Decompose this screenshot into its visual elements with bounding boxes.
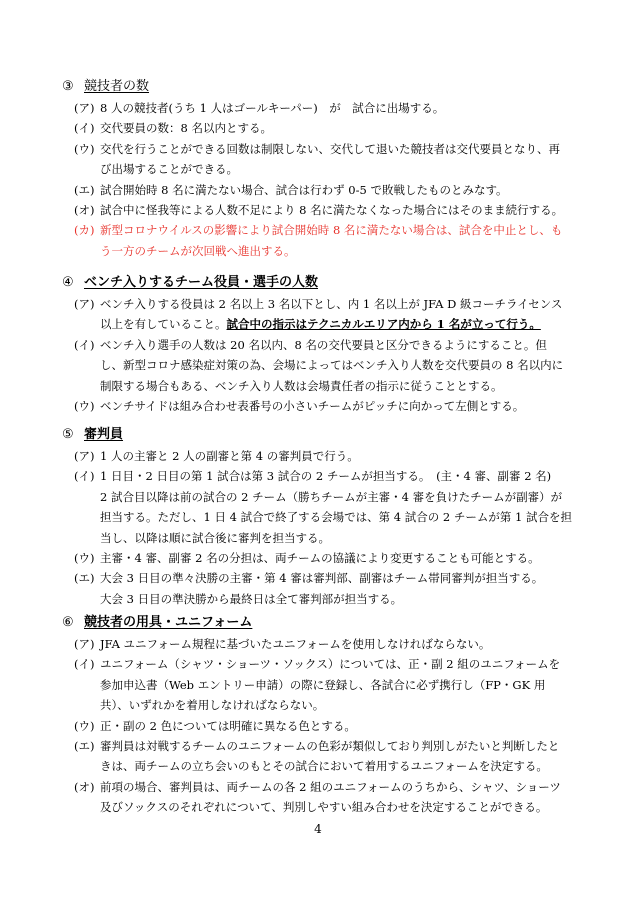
section-number: ⑤ <box>62 427 74 442</box>
list-item <box>74 118 602 138</box>
list-item <box>74 446 602 466</box>
item-text: 主審・4 審、副審 2 名の分担は、両チームの協議により変更することも可能とする。 <box>100 551 540 566</box>
page-number: 4 <box>314 822 322 836</box>
item-marker: (オ) <box>74 779 95 794</box>
item-text: ベンチ入りする役員は 2 名以上 3 名以下とし、内 1 名以上が JFA D 級コーチライセンス <box>100 297 563 311</box>
item-text: び出場することができる。 <box>100 162 238 177</box>
item-text: 共）、いずれかを着用しなければならない。 <box>100 698 325 713</box>
item-text: 制限する場合もある、ベンチ入り人数は会場責任者の指示に従うこととする。 <box>100 378 503 393</box>
list-item <box>74 548 602 568</box>
item-text: きは、両チームの立ち会いのもとその試合において着用するユニフォームを決定する。 <box>100 759 548 774</box>
list-item <box>74 200 602 220</box>
item-text: 試合開始時 8 名に満たない場合、試合は行わず 0-5 で敗戦したものとみなす。 <box>100 182 508 197</box>
list-item-covid-notice <box>74 220 602 261</box>
item-text: 担当する。ただし、1 日 4 試合で終了する会場では、第 4 試合の 2 チームが第 1 試合を担 <box>100 510 572 525</box>
item-text: 交代を行うことができる回数は制限しない、交代して退いた競技者は交代要員となり、再 <box>100 141 560 156</box>
item-marker: (ア) <box>74 297 95 311</box>
list-item <box>74 466 602 548</box>
item-marker: (ウ) <box>74 718 95 733</box>
section-number: ④ <box>62 275 74 290</box>
section-title: 競技者の用具・ユニフォーム <box>84 615 253 630</box>
section-title: ベンチ入りするチーム役員・選手の人数 <box>84 275 319 290</box>
item-text: 交代要員の数：8 名以内とする。 <box>100 121 272 136</box>
list-item <box>74 139 602 180</box>
section-heading <box>62 426 602 446</box>
item-marker: (イ) <box>74 337 95 352</box>
item-text: JFA ユニフォーム規程に基づいたユニフォームを使用しなければならない。 <box>100 637 491 651</box>
item-marker: (イ) <box>74 469 95 484</box>
item-marker: (ア) <box>74 101 95 115</box>
list-item <box>74 777 602 818</box>
item-marker: (ア) <box>74 637 95 651</box>
section-heading <box>62 274 602 294</box>
item-text: 正・副の 2 色については明確に異なる色とする。 <box>100 718 356 733</box>
item-text: 1 人の主審と 2 人の副審と第 4 の審判員で行う。 <box>100 449 359 463</box>
item-marker: (イ) <box>74 121 95 136</box>
item-text: 及びソックスのそれぞれについて、判別しやすい組み合わせを決定することができる。 <box>100 800 548 815</box>
item-marker: (エ) <box>74 182 95 197</box>
item-marker: (カ) <box>74 223 95 238</box>
list-item <box>74 180 602 200</box>
item-marker: (エ) <box>74 571 95 586</box>
section-title: 競技者の数 <box>84 79 150 94</box>
emphasis-text: 試合中の指示はテクニカルエリア内から 1 名が立って行う。 <box>226 317 541 332</box>
list-item <box>74 98 602 118</box>
section-heading <box>62 78 602 98</box>
item-text: 試合中に怪我等による人数不足により 8 名に満たなくなった場合にはそのまま続行する。 <box>100 203 564 218</box>
item-text: ベンチサイドは組み合わせ表番号の小さいチームがピッチに向かって左側とする。 <box>100 399 525 414</box>
item-text: 参加申込書（Web エントリー申請）の際に登録し、各試合に必ず携行し（FP・GK 用 <box>100 677 546 692</box>
item-text: 2 試合目以降は前の試合の 2 チーム（勝ちチームが主審・4 審を負けたチームが副審）が <box>100 489 563 504</box>
item-marker: (ウ) <box>74 399 95 414</box>
list-item <box>74 716 602 736</box>
item-marker: (ウ) <box>74 141 95 156</box>
item-marker: (ア) <box>74 449 95 463</box>
item-marker: (イ) <box>74 657 95 672</box>
item-text: 審判員は対戦するチームのユニフォームの色彩が類似しており判別しがたいと判断したと <box>100 739 560 754</box>
section-bench-members <box>62 274 602 416</box>
section-referees <box>62 426 602 609</box>
list-item <box>74 568 602 588</box>
section-equipment-uniform <box>62 614 602 818</box>
list-item <box>74 736 602 777</box>
item-text: 以上を有していること。 <box>100 317 227 332</box>
list-item <box>74 654 602 715</box>
section-number-of-players <box>62 78 602 261</box>
section-heading <box>62 614 602 634</box>
item-text: 1 日目・2 日目の第 1 試合は第 3 試合の 2 チームが担当する。 (主・4 審、副審 2 名) <box>100 469 552 484</box>
section-title: 審判員 <box>84 427 124 442</box>
item-marker: (ウ) <box>74 551 95 566</box>
item-text: ユニフォーム（シャツ・ショーツ・ソックス）については、正・副 2 組のユニフォームを <box>100 657 561 672</box>
item-text: し、新型コロナ感染症対策の為、会場によってはベンチ入り人数を交代要員の 8 名以内に <box>100 358 564 373</box>
list-item <box>74 634 602 654</box>
section-number: ③ <box>62 79 74 94</box>
list-item <box>74 294 602 335</box>
item-text: 大会 3 日目の準々決勝の主審・第 4 審は審判部、副審はチーム帯同審判が担当する。 <box>100 571 544 586</box>
list-item <box>74 335 602 396</box>
section-number: ⑥ <box>62 615 74 630</box>
item-text: 当し、以降は順に試合後に審判を担当する。 <box>100 530 330 545</box>
list-item <box>74 396 602 416</box>
item-marker: (エ) <box>74 739 95 754</box>
item-text: う一方のチームが次回戦へ進出する。 <box>100 243 296 258</box>
list-item <box>74 589 602 609</box>
item-text: 新型コロナウイルスの影響により試合開始時 8 名に満たない場合は、試合を中止とし、も <box>100 223 563 238</box>
item-marker: (オ) <box>74 203 95 218</box>
item-text: 大会 3 日目の準決勝から最終日は全て審判部が担当する。 <box>100 591 403 606</box>
item-text: ベンチ入り選手の人数は 20 名以内、8 名の交代要員と区分できるようにすること。但 <box>100 337 547 352</box>
item-text: 前項の場合、審判員は、両チームの各 2 組のユニフォームのうちから、シャツ、ショーツ <box>100 779 561 794</box>
item-text: 8 人の競技者(うち 1 人はゴールキーパー) が 試合に出場する。 <box>100 101 445 115</box>
